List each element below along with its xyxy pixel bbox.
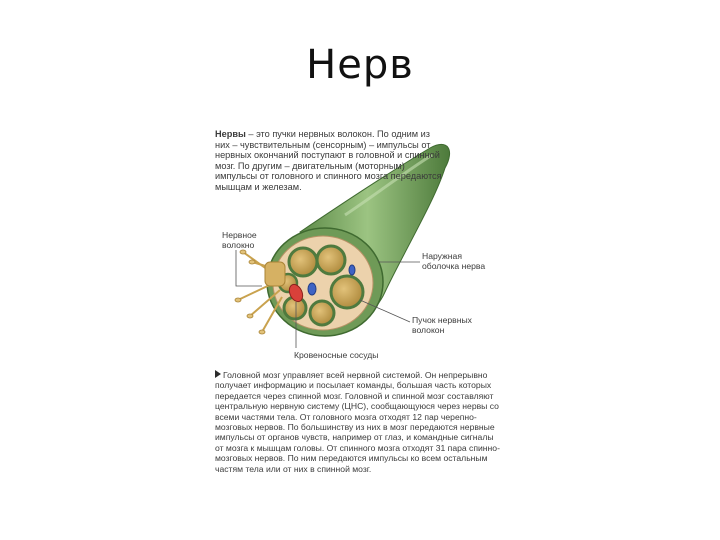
slide-title: Нерв <box>306 42 414 88</box>
label-nerve-fiber: Нервное волокно <box>222 230 257 250</box>
caption-text: Головной мозг управляет всей нервной системой. Он непрерывно получает информацию и посылает команды, большая часть которых передается через спинной мозг. Головной и спинной мозг составляют центральную нервную систему (ЦНС), сообщающуюся через нервы со всеми частями тела. От головного мозга отходят 12 пар черепно-мозговых нервов. По большинству из них в мозг передаются нервные импульсы от органов чувств, например от глаз, и командные сигналы от мозга к мышцам головы. От спинного мозга отходят 31 пара спинно-мозговых нервов. По ним передаются импульсы ко всем остальным частям тела или от них в спинной мозг. <box>215 370 500 474</box>
vein <box>308 283 316 295</box>
intro-text: – это пучки нервных волокон. По одним из них – чувствительным (сенсорным) – импульсы от нервных окончаний поступают в головной и спинной мозг. По другим – двигательным (моторным) импульсы от головного и спинного мозга передаются мышцам и железам. <box>215 129 442 192</box>
caption-paragraph <box>215 370 503 474</box>
bundle <box>317 246 345 274</box>
triangle-bullet-icon <box>215 370 221 378</box>
bundle <box>289 248 317 276</box>
fiber-bundle-stub <box>265 262 285 286</box>
bundle <box>331 276 363 308</box>
nerve-fiber-tips <box>235 250 265 334</box>
label-blood-vessels: Кровеносные сосуды <box>294 350 379 360</box>
intro-paragraph <box>215 129 445 193</box>
label-outer-sheath: Наружная оболочка нерва <box>422 251 486 271</box>
vein <box>349 265 355 275</box>
intro-lead: Нервы <box>215 129 246 139</box>
label-fiber-bundle: Пучок нервных волокон <box>412 315 472 335</box>
bundle <box>310 301 334 325</box>
